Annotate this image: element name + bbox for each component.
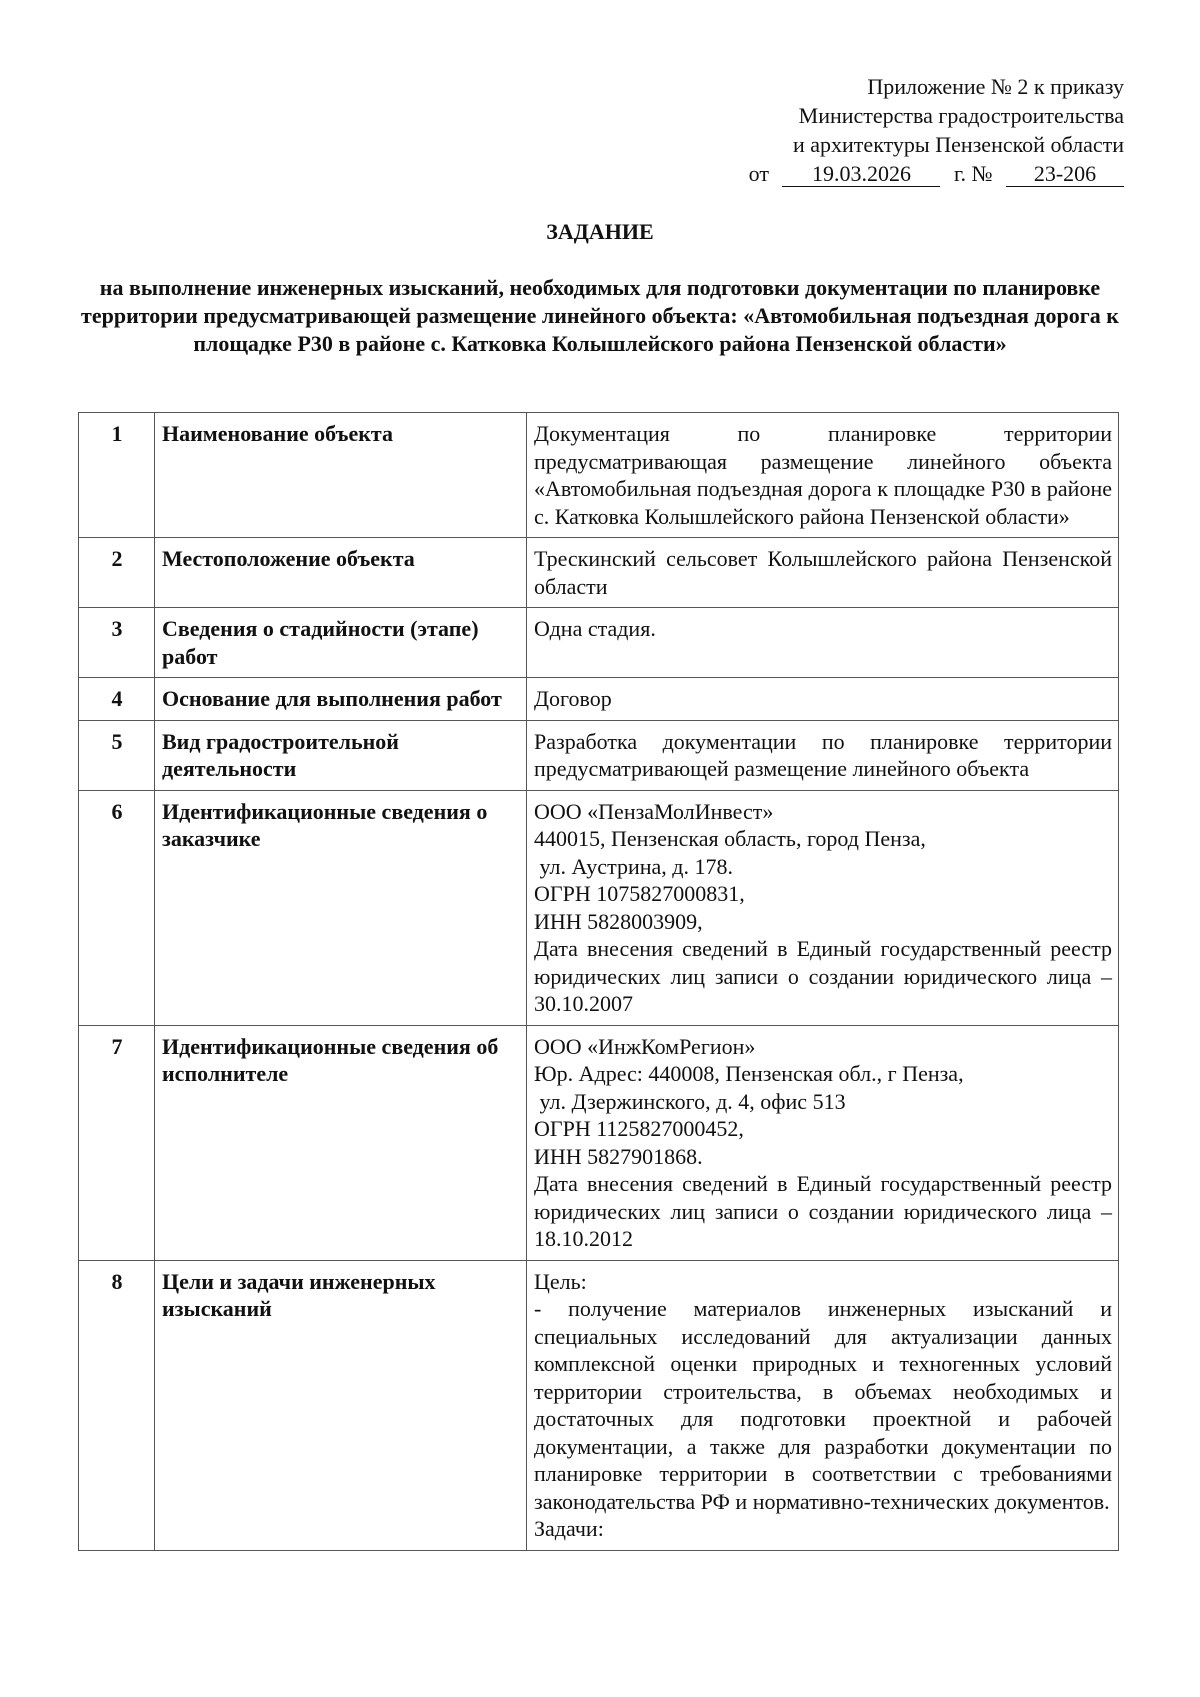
- contractor-street: ул. Дзержинского, д. 4, офис 513: [534, 1088, 846, 1114]
- table-row: [79, 678, 1119, 721]
- header-appendix-line: Приложение № 2 к приказу: [867, 74, 1124, 99]
- order-date: 19.03.2026: [782, 162, 940, 187]
- row-value: Трескинский сельсовет Колышлейского района Пензенской области: [527, 538, 1119, 608]
- row-number: 4: [79, 678, 155, 721]
- contractor-address: Юр. Адрес: 440008, Пензенская обл., г Пенза,: [534, 1061, 964, 1086]
- contractor-registration-date: Дата внесения сведений в Единый государственный реестр юридических лиц записи о создании юридического лица – 18.10.2012: [534, 1171, 1112, 1251]
- header-number-label: г. №: [953, 161, 993, 186]
- row-number: 1: [79, 413, 155, 538]
- row-label: Идентификационные сведения о заказчике: [155, 790, 527, 1025]
- table-row: [79, 720, 1119, 790]
- row-value: Документация по планировке территории предусматривающая размещение линейного объекта «Автомобильная подъездная дорога к площадке Р30 в районе с. Катковка Колышлейского района Пензенской области»: [527, 413, 1119, 538]
- row-label: Наименование объекта: [155, 413, 527, 538]
- contractor-details: [527, 1025, 1119, 1260]
- customer-street: ул. Аустрина, д. 178.: [534, 853, 733, 879]
- assignment-table: [78, 412, 1119, 1551]
- row-number: 3: [79, 608, 155, 678]
- table-row: [79, 790, 1119, 1025]
- customer-address: 440015, Пензенская область, город Пенза,: [534, 826, 926, 851]
- header-date-number-line: [749, 159, 1124, 188]
- row-value: Разработка документации по планировке территории предусматривающей размещение линейного объекта: [527, 720, 1119, 790]
- table-row: [79, 1025, 1119, 1260]
- table-row: [79, 538, 1119, 608]
- tasks-heading: Задачи:: [534, 1516, 604, 1541]
- row-label: Сведения о стадийности (этапе) работ: [155, 608, 527, 678]
- order-reference-header: [749, 72, 1124, 188]
- row-number: 7: [79, 1025, 155, 1260]
- customer-details: [527, 790, 1119, 1025]
- row-number: 6: [79, 790, 155, 1025]
- goals-and-tasks: [527, 1260, 1119, 1550]
- row-number: 2: [79, 538, 155, 608]
- contractor-name: ООО «ИнжКомРегион»: [534, 1033, 756, 1059]
- goal-text: - получение материалов инженерных изысканий и специальных исследований для актуализации данных комплексной оценки природных и техногенных условий территории строительства, в объемах необходимых и достаточных для подготовки проектной и рабочей документации, а также для разработки документации по планировке территории в соответствии с требованиями законодательства РФ и нормативно-технических документов.: [534, 1296, 1112, 1514]
- row-label: Основание для выполнения работ: [155, 678, 527, 721]
- table-row: [79, 608, 1119, 678]
- header-from-label: от: [748, 161, 769, 186]
- row-label: Идентификационные сведения об исполнителе: [155, 1025, 527, 1260]
- row-number: 8: [79, 1260, 155, 1550]
- customer-inn: ИНН 5828003909,: [534, 908, 703, 934]
- contractor-ogrn: ОГРН 1125827000452,: [534, 1116, 744, 1141]
- document-title: ЗАДАНИЕ: [546, 219, 654, 244]
- order-number: 23-206: [1006, 162, 1124, 187]
- table-row: [79, 413, 1119, 538]
- customer-ogrn: ОГРН 1075827000831,: [534, 881, 745, 906]
- header-region-line: и архитектуры Пензенской области: [793, 132, 1124, 157]
- goal-heading: Цель:: [534, 1268, 587, 1294]
- header-ministry-line: Министерства градостроительства: [798, 103, 1124, 128]
- document-subtitle: на выполнение инженерных изысканий, необходимых для подготовки документации по планировке территории предусматривающей размещение линейного объекта: «Автомобильная подъездная дорога к площадке Р30 в районе с. Катковка Колышлейского района Пензенской области»: [81, 275, 1119, 356]
- row-label: Цели и задачи инженерных изысканий: [155, 1260, 527, 1550]
- table-row: [79, 1260, 1119, 1550]
- row-value: Договор: [527, 678, 1119, 721]
- customer-name: ООО «ПензаМолИнвест»: [534, 798, 774, 824]
- row-label: Местоположение объекта: [155, 538, 527, 608]
- row-label: Вид градостроительной деятельности: [155, 720, 527, 790]
- customer-registration-date: Дата внесения сведений в Единый государственный реестр юридических лиц записи о создании юридического лица – 30.10.2007: [534, 936, 1112, 1016]
- row-value: Одна стадия.: [527, 608, 1119, 678]
- row-number: 5: [79, 720, 155, 790]
- contractor-inn: ИНН 5827901868.: [534, 1143, 703, 1169]
